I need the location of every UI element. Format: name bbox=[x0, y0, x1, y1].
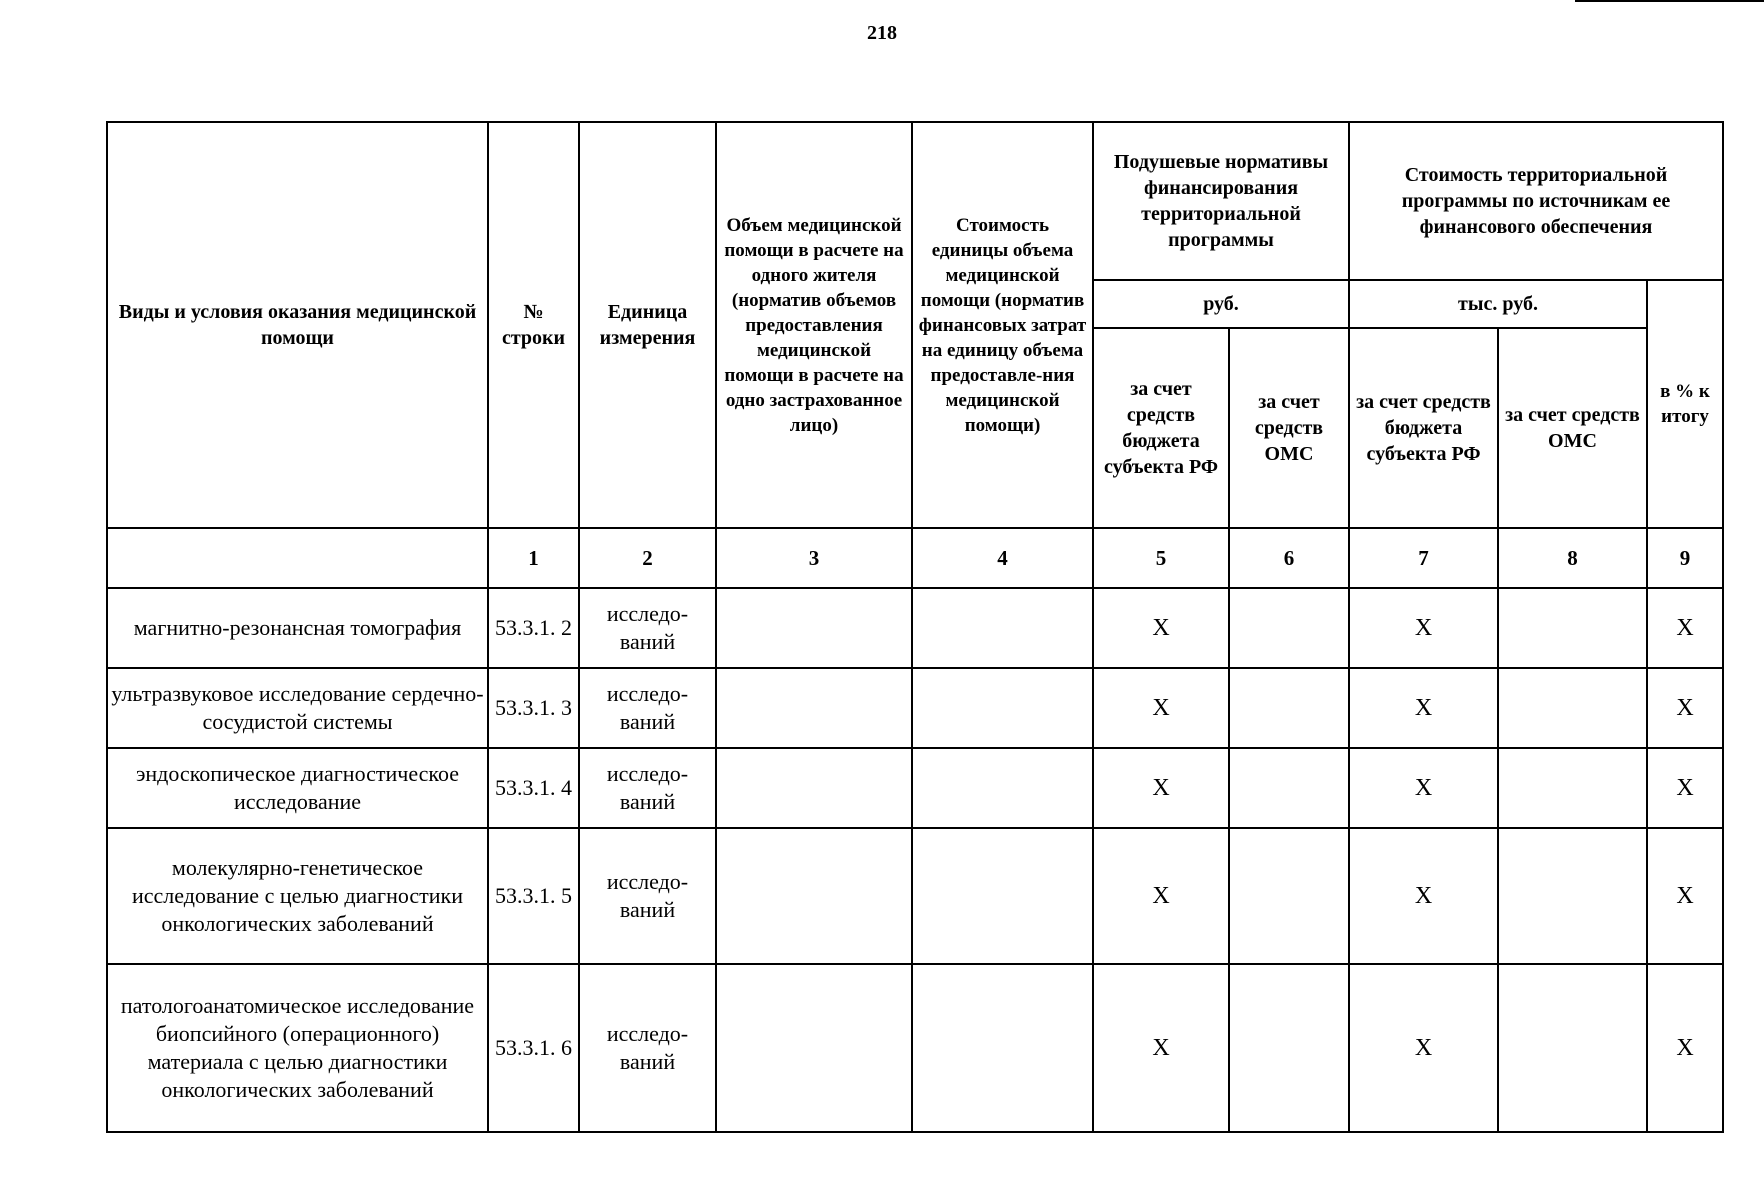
header-thousand-rub: тыс. руб. bbox=[1349, 280, 1647, 328]
column-number: 6 bbox=[1229, 528, 1349, 588]
row-volume bbox=[716, 588, 912, 668]
header-per-capita-group: Подушевые нормативы финансирования территориальной программы bbox=[1093, 122, 1349, 280]
header-volume: Объем медицинской помощи в расчете на одного жителя (норматив объемов предоставления медицинской помощи в расчете на одно застрахованное лицо) bbox=[716, 122, 912, 528]
header-oms-thousand: за счет средств ОМС bbox=[1498, 328, 1647, 528]
row-oms-thousand bbox=[1498, 668, 1647, 748]
row-budget-rub: X bbox=[1093, 668, 1229, 748]
row-number: 53.3.1. 3 bbox=[488, 668, 579, 748]
table-row bbox=[107, 964, 1723, 1132]
row-care-type: ультразвуковое исследование сердечно-сосудистой системы bbox=[107, 668, 488, 748]
row-volume bbox=[716, 748, 912, 828]
row-oms-rub bbox=[1229, 964, 1349, 1132]
row-volume bbox=[716, 668, 912, 748]
row-budget-thousand: X bbox=[1349, 964, 1498, 1132]
row-number: 53.3.1. 6 bbox=[488, 964, 579, 1132]
row-unit: исследо- ваний bbox=[579, 668, 716, 748]
row-unit-cost bbox=[912, 964, 1093, 1132]
row-oms-rub bbox=[1229, 748, 1349, 828]
header-program-cost-group: Стоимость территориальной программы по источникам ее финансового обеспечения bbox=[1349, 122, 1723, 280]
table-row bbox=[107, 668, 1723, 748]
row-percent-total: X bbox=[1647, 964, 1723, 1132]
row-unit: исследо- ваний bbox=[579, 748, 716, 828]
row-care-type: магнитно-резонансная томография bbox=[107, 588, 488, 668]
column-number: 5 bbox=[1093, 528, 1229, 588]
table-row bbox=[107, 588, 1723, 668]
row-unit-cost bbox=[912, 668, 1093, 748]
row-number: 53.3.1. 2 bbox=[488, 588, 579, 668]
row-number: 53.3.1. 4 bbox=[488, 748, 579, 828]
row-unit-cost bbox=[912, 748, 1093, 828]
row-oms-rub bbox=[1229, 668, 1349, 748]
column-number-blank bbox=[107, 528, 488, 588]
row-unit-cost bbox=[912, 828, 1093, 964]
row-care-type: патологоанатомическое исследование биопсийного (операционного) материала с целью диагностики онкологических заболеваний bbox=[107, 964, 488, 1132]
row-volume bbox=[716, 828, 912, 964]
column-numbers-row bbox=[107, 528, 1723, 588]
top-rule bbox=[1575, 0, 1764, 2]
row-budget-rub: X bbox=[1093, 588, 1229, 668]
column-number: 7 bbox=[1349, 528, 1498, 588]
table-row bbox=[107, 828, 1723, 964]
row-care-type: эндоскопическое диагностическое исследование bbox=[107, 748, 488, 828]
table-row bbox=[107, 748, 1723, 828]
row-number: 53.3.1. 5 bbox=[488, 828, 579, 964]
row-percent-total: X bbox=[1647, 588, 1723, 668]
row-oms-rub bbox=[1229, 828, 1349, 964]
header-budget-thousand: за счет средств бюджета субъекта РФ bbox=[1349, 328, 1498, 528]
row-budget-rub: X bbox=[1093, 828, 1229, 964]
row-volume bbox=[716, 964, 912, 1132]
row-percent-total: X bbox=[1647, 748, 1723, 828]
header-rub: руб. bbox=[1093, 280, 1349, 328]
row-budget-thousand: X bbox=[1349, 588, 1498, 668]
row-budget-rub: X bbox=[1093, 964, 1229, 1132]
row-budget-thousand: X bbox=[1349, 668, 1498, 748]
row-care-type: молекулярно-генетическое исследование с целью диагностики онкологических заболеваний bbox=[107, 828, 488, 964]
row-unit: исследо- ваний bbox=[579, 588, 716, 668]
header-budget-rub: за счет средств бюджета субъекта РФ bbox=[1093, 328, 1229, 528]
column-number: 3 bbox=[716, 528, 912, 588]
header-care-type: Виды и условия оказания медицинской помощи bbox=[107, 122, 488, 528]
column-number: 2 bbox=[579, 528, 716, 588]
header-oms-rub: за счет средств ОМС bbox=[1229, 328, 1349, 528]
column-number: 9 bbox=[1647, 528, 1723, 588]
row-oms-thousand bbox=[1498, 748, 1647, 828]
header-unit-cost: Стоимость единицы объема медицинской помощи (норматив финансовых затрат на единицу объема предоставле-ния медицинской помощи) bbox=[912, 122, 1093, 528]
row-budget-thousand: X bbox=[1349, 828, 1498, 964]
column-number: 1 bbox=[488, 528, 579, 588]
row-unit-cost bbox=[912, 588, 1093, 668]
row-percent-total: X bbox=[1647, 828, 1723, 964]
row-oms-thousand bbox=[1498, 588, 1647, 668]
row-unit: исследо- ваний bbox=[579, 828, 716, 964]
row-percent-total: X bbox=[1647, 668, 1723, 748]
row-oms-rub bbox=[1229, 588, 1349, 668]
column-number: 8 bbox=[1498, 528, 1647, 588]
row-unit: исследо- ваний bbox=[579, 964, 716, 1132]
column-number: 4 bbox=[912, 528, 1093, 588]
header-row-number: № строки bbox=[488, 122, 579, 528]
row-oms-thousand bbox=[1498, 828, 1647, 964]
medical-care-table bbox=[106, 121, 1724, 1133]
row-oms-thousand bbox=[1498, 964, 1647, 1132]
row-budget-thousand: X bbox=[1349, 748, 1498, 828]
row-budget-rub: X bbox=[1093, 748, 1229, 828]
header-percent-total: в % к итогу bbox=[1647, 280, 1723, 528]
page-number: 218 bbox=[867, 22, 897, 44]
header-unit: Единица измерения bbox=[579, 122, 716, 528]
